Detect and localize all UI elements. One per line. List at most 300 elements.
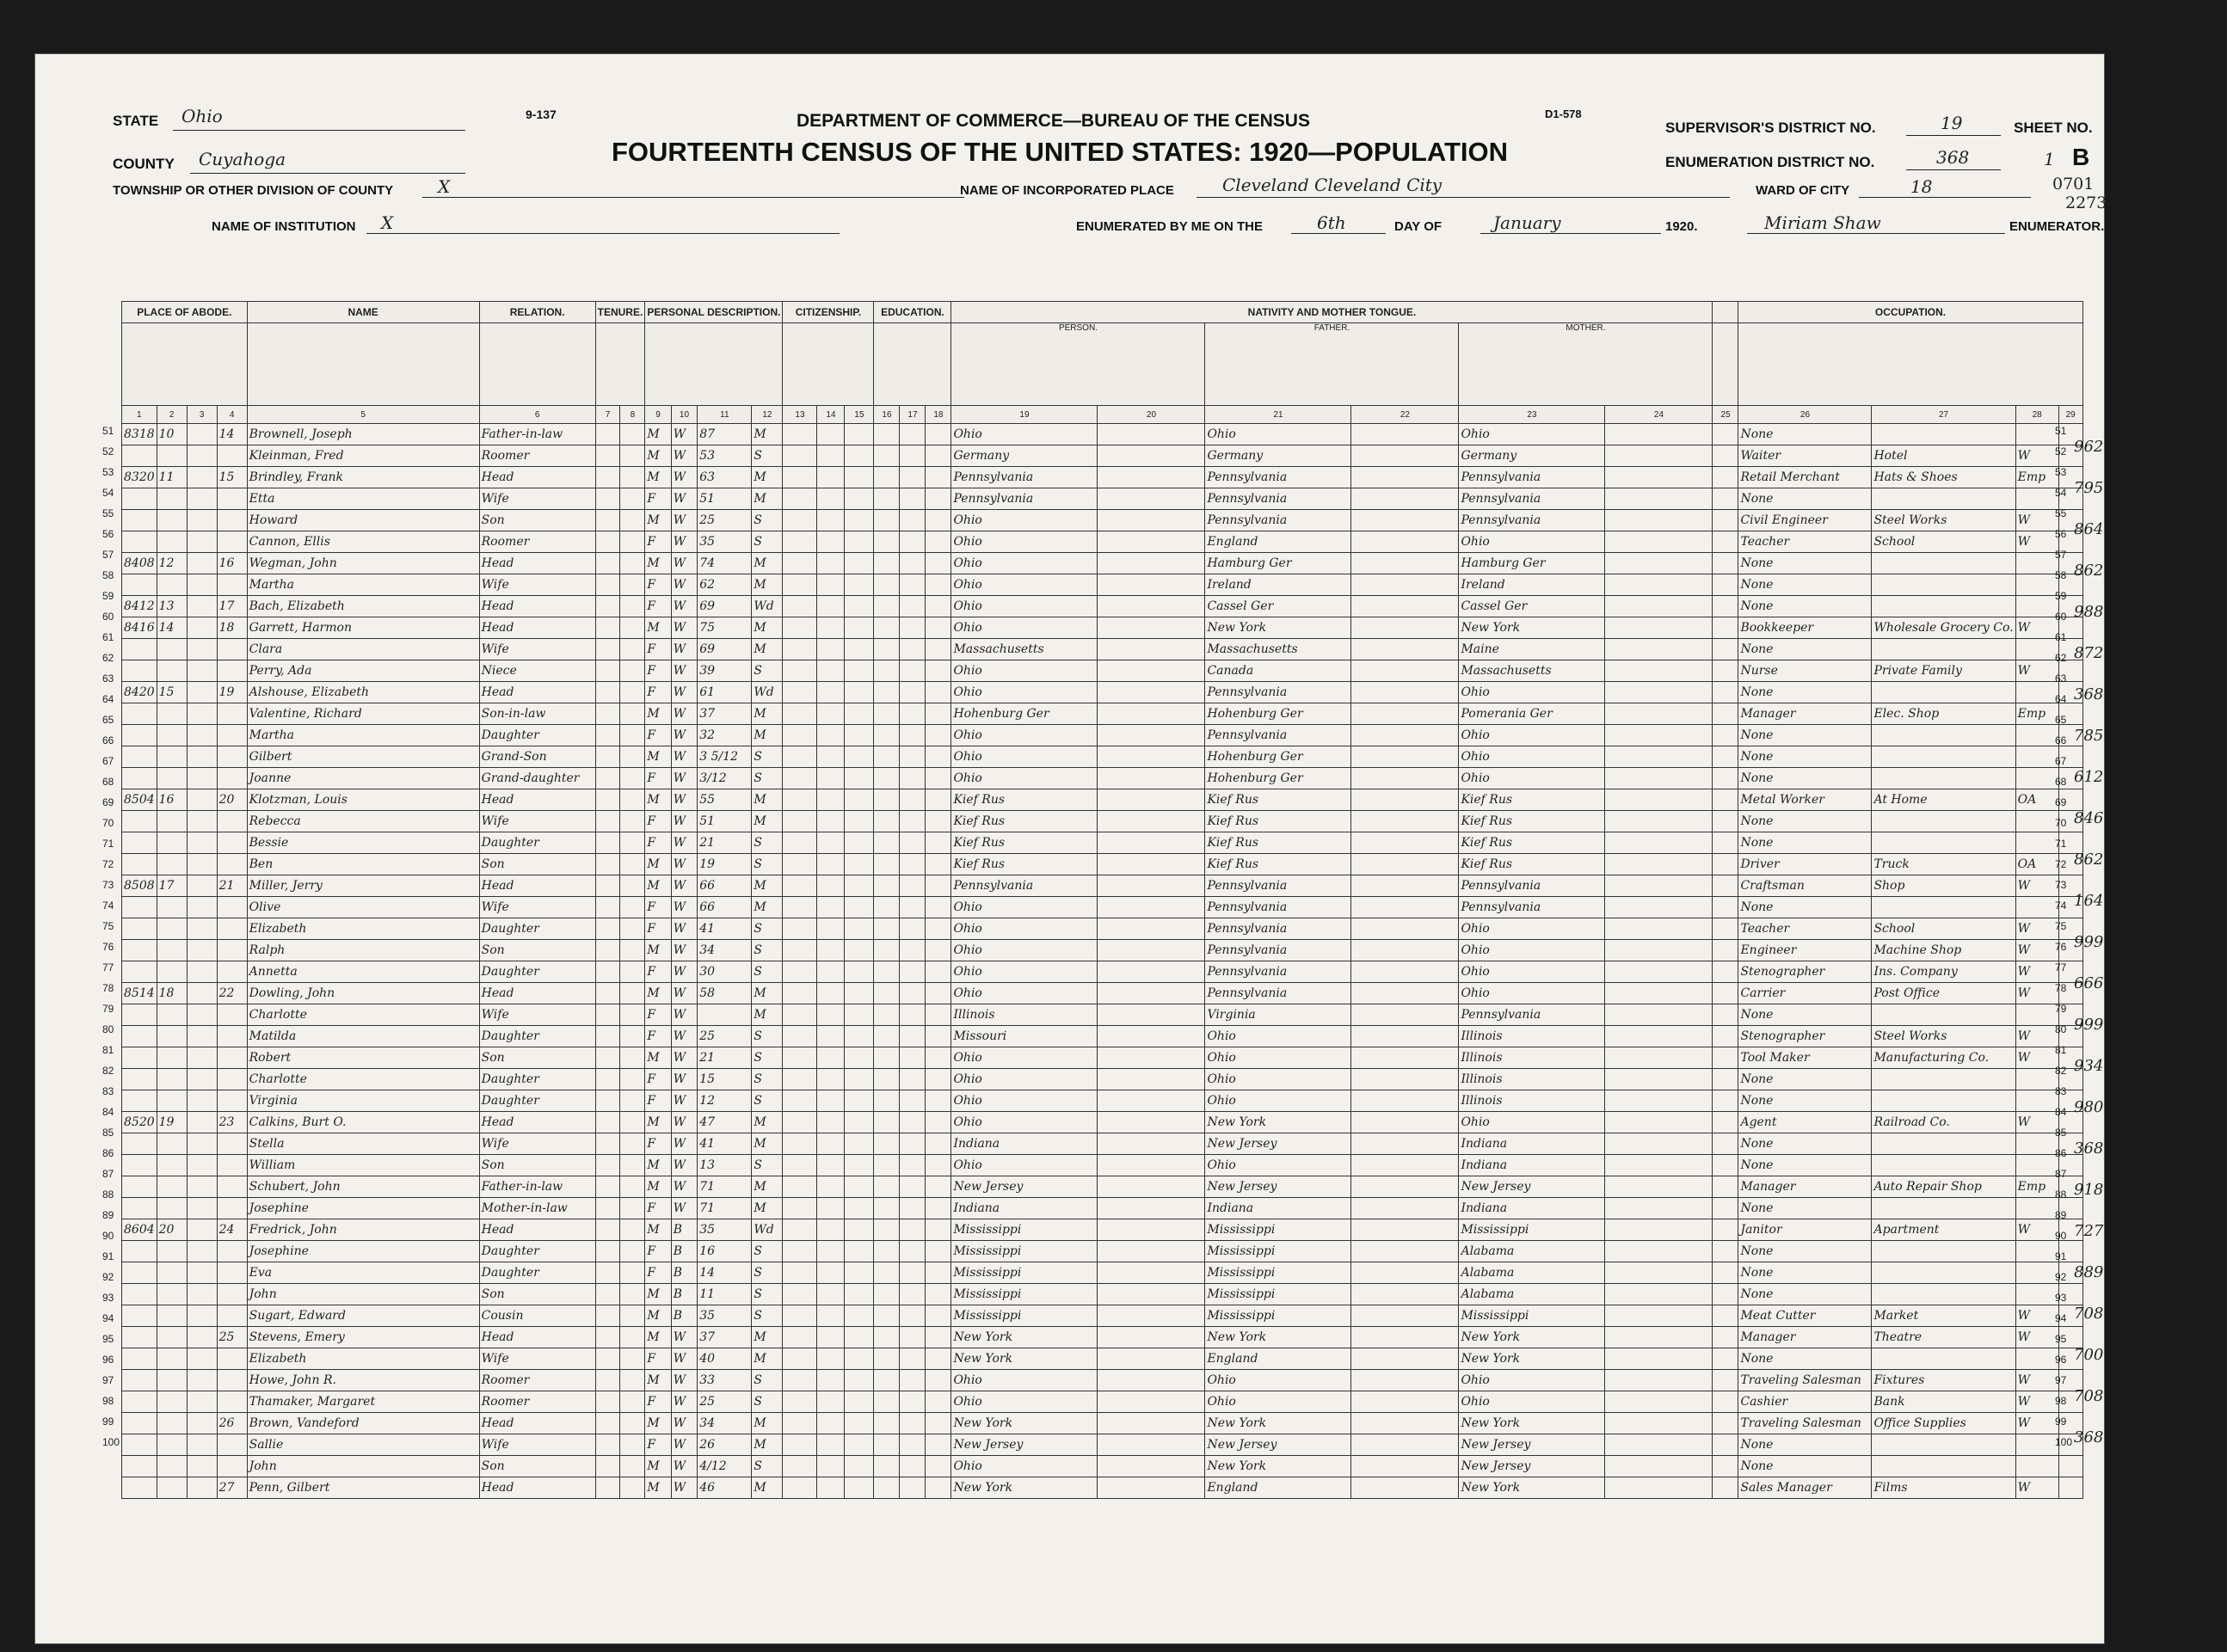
state-rule — [173, 130, 465, 131]
cell-occ: None — [1738, 746, 1872, 768]
line-number-left: 70 — [102, 817, 114, 829]
cell-mpob: Alabama — [1459, 1241, 1605, 1262]
cell-blank — [926, 983, 951, 1004]
cell-blank — [620, 940, 645, 961]
cell-blank — [187, 1413, 217, 1434]
cell-dw — [157, 1090, 187, 1112]
cell-blank — [783, 1391, 817, 1413]
cell-blank — [187, 1241, 217, 1262]
cell-race: W — [671, 725, 697, 746]
cell-blank — [1605, 875, 1713, 897]
cell-fam — [217, 1133, 247, 1155]
cell-blank — [874, 510, 900, 531]
cell-blank — [595, 488, 620, 510]
cell-dw: 15 — [157, 682, 187, 703]
cell-blank — [187, 1434, 217, 1456]
cell-fam — [217, 832, 247, 854]
cell-ms: S — [752, 1241, 783, 1262]
cell-blank — [1351, 1477, 1459, 1499]
cell-rel: Wife — [479, 811, 595, 832]
table-row — [122, 553, 2083, 574]
sub-tenure — [595, 323, 645, 406]
cell-blank — [187, 875, 217, 897]
cell-dw — [157, 510, 187, 531]
line-number-right: 80 — [2055, 1023, 2067, 1035]
cell-ind — [1872, 488, 2015, 510]
line-number-right: 64 — [2055, 693, 2067, 705]
cell-rel: Daughter — [479, 1090, 595, 1112]
cell-pob: New Jersey — [951, 1176, 1098, 1198]
cell-fpob: England — [1205, 1477, 1351, 1499]
cell-blank — [187, 854, 217, 875]
cell-st — [122, 1069, 157, 1090]
line-number-left: 95 — [102, 1333, 114, 1345]
cell-age: 35 — [698, 531, 752, 553]
cell-blank — [845, 725, 874, 746]
table-row — [122, 682, 2083, 703]
line-number-right: 81 — [2055, 1044, 2067, 1056]
cell-mpob: Ohio — [1459, 682, 1605, 703]
cell-race: W — [671, 983, 697, 1004]
cell-occ: None — [1738, 682, 1872, 703]
cell-blank — [187, 531, 217, 553]
cell-blank — [187, 1198, 217, 1219]
cell-blank — [845, 811, 874, 832]
cell-fpob: Pennsylvania — [1205, 875, 1351, 897]
cell-mpob: Kief Rus — [1459, 811, 1605, 832]
cell-mpob: Ohio — [1459, 961, 1605, 983]
cell-blank — [1351, 1284, 1459, 1305]
cell-sex: F — [645, 488, 671, 510]
cell-fpob: New York — [1205, 1413, 1351, 1434]
cell-blank — [1713, 811, 1738, 832]
cell-cls — [2015, 1133, 2058, 1155]
table-row — [122, 574, 2083, 596]
cell-race: W — [671, 660, 697, 682]
cell-age: 53 — [698, 445, 752, 467]
cell-age: 51 — [698, 811, 752, 832]
cell-rel: Wife — [479, 897, 595, 918]
cell-sex: M — [645, 875, 671, 897]
cell-name: Martha — [247, 574, 479, 596]
cell-blank — [1098, 1477, 1205, 1499]
cell-blank — [1351, 574, 1459, 596]
cell-blank — [1098, 1198, 1205, 1219]
cell-fpob: Pennsylvania — [1205, 510, 1351, 531]
cell-blank — [1605, 1112, 1713, 1133]
cell-blank — [595, 617, 620, 639]
cell-blank — [874, 854, 900, 875]
cell-age — [698, 1004, 752, 1026]
cell-blank — [783, 617, 817, 639]
cell-fam: 23 — [217, 1112, 247, 1133]
cell-name: Kleinman, Fred — [247, 445, 479, 467]
cell-blank — [1351, 1434, 1459, 1456]
line-number-right: 78 — [2055, 982, 2067, 994]
cell-dw — [157, 1434, 187, 1456]
cell-fpob: Massachusetts — [1205, 639, 1351, 660]
cell-blank — [1098, 639, 1205, 660]
cell-cls — [2015, 897, 2058, 918]
cell-blank — [900, 1090, 926, 1112]
cell-blank — [1351, 1348, 1459, 1370]
cell-blank — [620, 961, 645, 983]
cell-blank — [1713, 1305, 1738, 1327]
cell-blank — [1713, 1133, 1738, 1155]
margin-code: 785 — [2074, 727, 2104, 745]
cell-name: Charlotte — [247, 1004, 479, 1026]
cell-blank — [1351, 918, 1459, 940]
cell-blank — [900, 1284, 926, 1305]
cell-mpob: Indiana — [1459, 1133, 1605, 1155]
cell-race: B — [671, 1241, 697, 1262]
cell-pob: Indiana — [951, 1198, 1098, 1219]
cell-ms: S — [752, 1284, 783, 1305]
cell-blank — [845, 1456, 874, 1477]
cell-blank — [595, 1198, 620, 1219]
cell-name: Robert — [247, 1047, 479, 1069]
cell-mpob: New Jersey — [1459, 1456, 1605, 1477]
census-table — [121, 301, 2083, 1499]
cell-blank — [1713, 1477, 1738, 1499]
cell-blank — [1351, 897, 1459, 918]
ward-rule — [1859, 197, 2031, 198]
cell-mpob: Pennsylvania — [1459, 510, 1605, 531]
cell-occ: None — [1738, 1069, 1872, 1090]
cell-blank — [900, 1026, 926, 1047]
cell-blank — [1605, 703, 1713, 725]
cell-blank — [874, 1370, 900, 1391]
cell-blank — [845, 1133, 874, 1155]
cell-rel: Head — [479, 596, 595, 617]
cell-fpob: Pennsylvania — [1205, 897, 1351, 918]
cell-blank — [187, 1305, 217, 1327]
year: 1920. — [1665, 219, 1698, 234]
cell-blank — [595, 1133, 620, 1155]
cell-blank — [900, 1176, 926, 1198]
cell-occ: None — [1738, 1133, 1872, 1155]
cell-ms: S — [752, 768, 783, 789]
cell-dw — [157, 1133, 187, 1155]
cell-blank — [1351, 1004, 1459, 1026]
cell-blank — [817, 1327, 845, 1348]
cell-mpob: New Jersey — [1459, 1176, 1605, 1198]
cell-blank — [1098, 1069, 1205, 1090]
cell-blank — [1098, 553, 1205, 574]
cell-cls: W — [2015, 1305, 2058, 1327]
cell-name: Valentine, Richard — [247, 703, 479, 725]
institution-label: NAME OF INSTITUTION — [212, 219, 356, 234]
cell-st — [122, 488, 157, 510]
cell-blank — [1713, 746, 1738, 768]
cell-blank — [620, 1348, 645, 1370]
cell-blank — [187, 617, 217, 639]
cell-blank — [900, 1391, 926, 1413]
cell-ind: Machine Shop — [1872, 940, 2015, 961]
cell-blank — [817, 531, 845, 553]
cell-st: 8416 — [122, 617, 157, 639]
cell-fam: 26 — [217, 1413, 247, 1434]
cell-fpob: England — [1205, 531, 1351, 553]
cell-mpob: Illinois — [1459, 1047, 1605, 1069]
cell-name: Clara — [247, 639, 479, 660]
cell-blank — [1351, 510, 1459, 531]
cell-mpob: Alabama — [1459, 1284, 1605, 1305]
enum-district-value: 368 — [1936, 147, 1970, 168]
cell-age: 35 — [698, 1305, 752, 1327]
cell-blank — [817, 682, 845, 703]
cell-blank — [783, 1026, 817, 1047]
cell-age: 63 — [698, 467, 752, 488]
line-number-left: 51 — [102, 425, 114, 437]
cell-sex: F — [645, 1133, 671, 1155]
margin-code: 666 — [2074, 974, 2104, 992]
cell-age: 30 — [698, 961, 752, 983]
cell-fpob: Ohio — [1205, 1047, 1351, 1069]
table-row — [122, 488, 2083, 510]
cell-fam — [217, 639, 247, 660]
cell-blank — [595, 746, 620, 768]
cell-st — [122, 1284, 157, 1305]
cell-blank — [620, 918, 645, 940]
cell-blank — [1351, 1112, 1459, 1133]
cell-rel: Head — [479, 553, 595, 574]
cell-blank — [783, 1155, 817, 1176]
cell-blank — [900, 1155, 926, 1176]
cell-blank — [1713, 961, 1738, 983]
cell-dw — [157, 768, 187, 789]
cell-blank — [620, 1198, 645, 1219]
cell-blank — [1605, 574, 1713, 596]
cell-race: W — [671, 488, 697, 510]
table-row — [122, 746, 2083, 768]
line-number-left: 65 — [102, 714, 114, 726]
cell-fam — [217, 1026, 247, 1047]
cell-rel: Head — [479, 467, 595, 488]
cell-blank — [845, 918, 874, 940]
cell-rel: Son — [479, 1456, 595, 1477]
cell-rel: Daughter — [479, 1069, 595, 1090]
cell-st — [122, 639, 157, 660]
cell-fam — [217, 961, 247, 983]
cell-mpob: Indiana — [1459, 1198, 1605, 1219]
cell-occ: None — [1738, 1434, 1872, 1456]
cell-ind — [1872, 1284, 2015, 1305]
cell-blank — [874, 1413, 900, 1434]
cell-age: 62 — [698, 574, 752, 596]
cell-ms: S — [752, 445, 783, 467]
table-row — [122, 832, 2083, 854]
cell-blank — [783, 1219, 817, 1241]
cell-dw — [157, 897, 187, 918]
cell-blank — [595, 768, 620, 789]
line-number-right: 63 — [2055, 672, 2067, 685]
margin-code: 368 — [2074, 685, 2104, 703]
cell-blank — [620, 1477, 645, 1499]
cell-blank — [783, 725, 817, 746]
cell-name: Miller, Jerry — [247, 875, 479, 897]
margin-code: 862 — [2074, 562, 2104, 580]
cell-st: 8408 — [122, 553, 157, 574]
cell-blank — [595, 467, 620, 488]
enumerator-name: Miriam Shaw — [1764, 212, 1881, 233]
cell-race: W — [671, 1004, 697, 1026]
table-row — [122, 445, 2083, 467]
cell-blank — [783, 1069, 817, 1090]
cell-mpob: New York — [1459, 1477, 1605, 1499]
cell-blank — [187, 1004, 217, 1026]
cell-blank — [1605, 488, 1713, 510]
cell-rel: Head — [479, 682, 595, 703]
cell-blank — [595, 682, 620, 703]
column-number: 3 — [187, 406, 217, 424]
cell-st — [122, 510, 157, 531]
cell-blank — [595, 918, 620, 940]
cell-blank — [595, 1456, 620, 1477]
line-number-right: 85 — [2055, 1127, 2067, 1139]
cell-blank — [926, 940, 951, 961]
cell-age: 41 — [698, 1133, 752, 1155]
cell-pob: Ohio — [951, 596, 1098, 617]
cell-occ: Nurse — [1738, 660, 1872, 682]
cell-pob: New Jersey — [951, 1434, 1098, 1456]
cell-blank — [874, 467, 900, 488]
column-number: 29 — [2058, 406, 2082, 424]
cell-cls: Emp — [2015, 1176, 2058, 1198]
cell-blank — [620, 1413, 645, 1434]
cell-blank — [845, 1284, 874, 1305]
cell-sex: F — [645, 1198, 671, 1219]
cell-cls: W — [2015, 875, 2058, 897]
cell-rel: Son — [479, 940, 595, 961]
cell-blank — [1351, 1047, 1459, 1069]
table-row — [122, 1477, 2083, 1499]
cell-mpob: Kief Rus — [1459, 854, 1605, 875]
cell-dw — [157, 1069, 187, 1090]
cell-blank — [620, 789, 645, 811]
township-rule — [422, 197, 964, 198]
cell-blank — [1351, 703, 1459, 725]
cell-sex: M — [645, 1305, 671, 1327]
cell-sex: M — [645, 424, 671, 445]
cell-fam — [217, 1262, 247, 1284]
cell-rel: Head — [479, 983, 595, 1004]
cell-blank — [783, 1413, 817, 1434]
cell-fpob: New York — [1205, 1327, 1351, 1348]
cell-rel: Grand-daughter — [479, 768, 595, 789]
cell-blank — [845, 1155, 874, 1176]
cell-fpob: Pennsylvania — [1205, 725, 1351, 746]
cell-dw: 13 — [157, 596, 187, 617]
cell-rel: Wife — [479, 1004, 595, 1026]
cell-ms: Wd — [752, 596, 783, 617]
col-group-abode: PLACE OF ABODE. — [122, 302, 248, 323]
cell-ind: Railroad Co. — [1872, 1112, 2015, 1133]
cell-fam — [217, 1047, 247, 1069]
cell-ind: Fixtures — [1872, 1370, 2015, 1391]
cell-ms: M — [752, 897, 783, 918]
cell-name: Josephine — [247, 1198, 479, 1219]
cell-ind — [1872, 768, 2015, 789]
cell-blank — [1351, 445, 1459, 467]
cell-blank — [900, 1370, 926, 1391]
cell-blank — [1605, 682, 1713, 703]
line-number-left: 71 — [102, 838, 114, 850]
cell-blank — [817, 424, 845, 445]
department-title: DEPARTMENT OF COMMERCE—BUREAU OF THE CENSUS — [797, 111, 1310, 131]
cell-blank — [1098, 510, 1205, 531]
line-number-left: 57 — [102, 549, 114, 561]
cell-sex: F — [645, 811, 671, 832]
cell-occ: None — [1738, 1155, 1872, 1176]
cell-blank — [1713, 1112, 1738, 1133]
cell-blank — [595, 531, 620, 553]
cell-blank — [1098, 445, 1205, 467]
cell-blank — [1351, 467, 1459, 488]
cell-blank — [1713, 1219, 1738, 1241]
cell-mpob: Ohio — [1459, 1391, 1605, 1413]
cell-pob: Missouri — [951, 1026, 1098, 1047]
line-number-left: 76 — [102, 941, 114, 953]
cell-cls: W — [2015, 940, 2058, 961]
institution-value: X — [381, 212, 394, 233]
cell-ms: S — [752, 918, 783, 940]
cell-occ: None — [1738, 1262, 1872, 1284]
day-of-label: DAY OF — [1394, 219, 1443, 234]
cell-blank — [926, 1241, 951, 1262]
cell-blank — [187, 1026, 217, 1047]
cell-blank — [187, 918, 217, 940]
line-number-right: 86 — [2055, 1147, 2067, 1159]
cell-pob: New York — [951, 1477, 1098, 1499]
col-group-nativity: NATIVITY AND MOTHER TONGUE. — [951, 302, 1713, 323]
cell-blank — [900, 983, 926, 1004]
cell-cls — [2015, 746, 2058, 768]
cell-pob: Kief Rus — [951, 832, 1098, 854]
line-number-left: 94 — [102, 1312, 114, 1324]
cell-blank — [595, 1047, 620, 1069]
line-number-right: 96 — [2055, 1354, 2067, 1366]
enum-month: January — [1493, 212, 1561, 233]
line-number-left: 59 — [102, 590, 114, 602]
cell-cls — [2015, 832, 2058, 854]
cell-cls: W — [2015, 660, 2058, 682]
cell-blank — [1713, 1069, 1738, 1090]
cell-blank — [1605, 854, 1713, 875]
cell-blank — [874, 961, 900, 983]
cell-race: W — [671, 703, 697, 725]
cell-blank — [900, 488, 926, 510]
margin-code: 999 — [2074, 1016, 2104, 1034]
cell-blank — [620, 660, 645, 682]
cell-blank — [1351, 1069, 1459, 1090]
line-number-left: 81 — [102, 1044, 114, 1056]
cell-blank — [1351, 1370, 1459, 1391]
line-number-right: 83 — [2055, 1085, 2067, 1097]
cell-blank — [845, 1305, 874, 1327]
county-value: Cuyahoga — [199, 149, 286, 169]
cell-name: Olive — [247, 897, 479, 918]
line-number-left: 67 — [102, 755, 114, 767]
cell-blank — [1098, 918, 1205, 940]
cell-blank — [620, 1262, 645, 1284]
cell-race: W — [671, 553, 697, 574]
cell-mpob: Ohio — [1459, 531, 1605, 553]
cell-st — [122, 1348, 157, 1370]
cell-fpob: Cassel Ger — [1205, 596, 1351, 617]
cell-mpob: Hamburg Ger — [1459, 553, 1605, 574]
cell-occ: None — [1738, 424, 1872, 445]
